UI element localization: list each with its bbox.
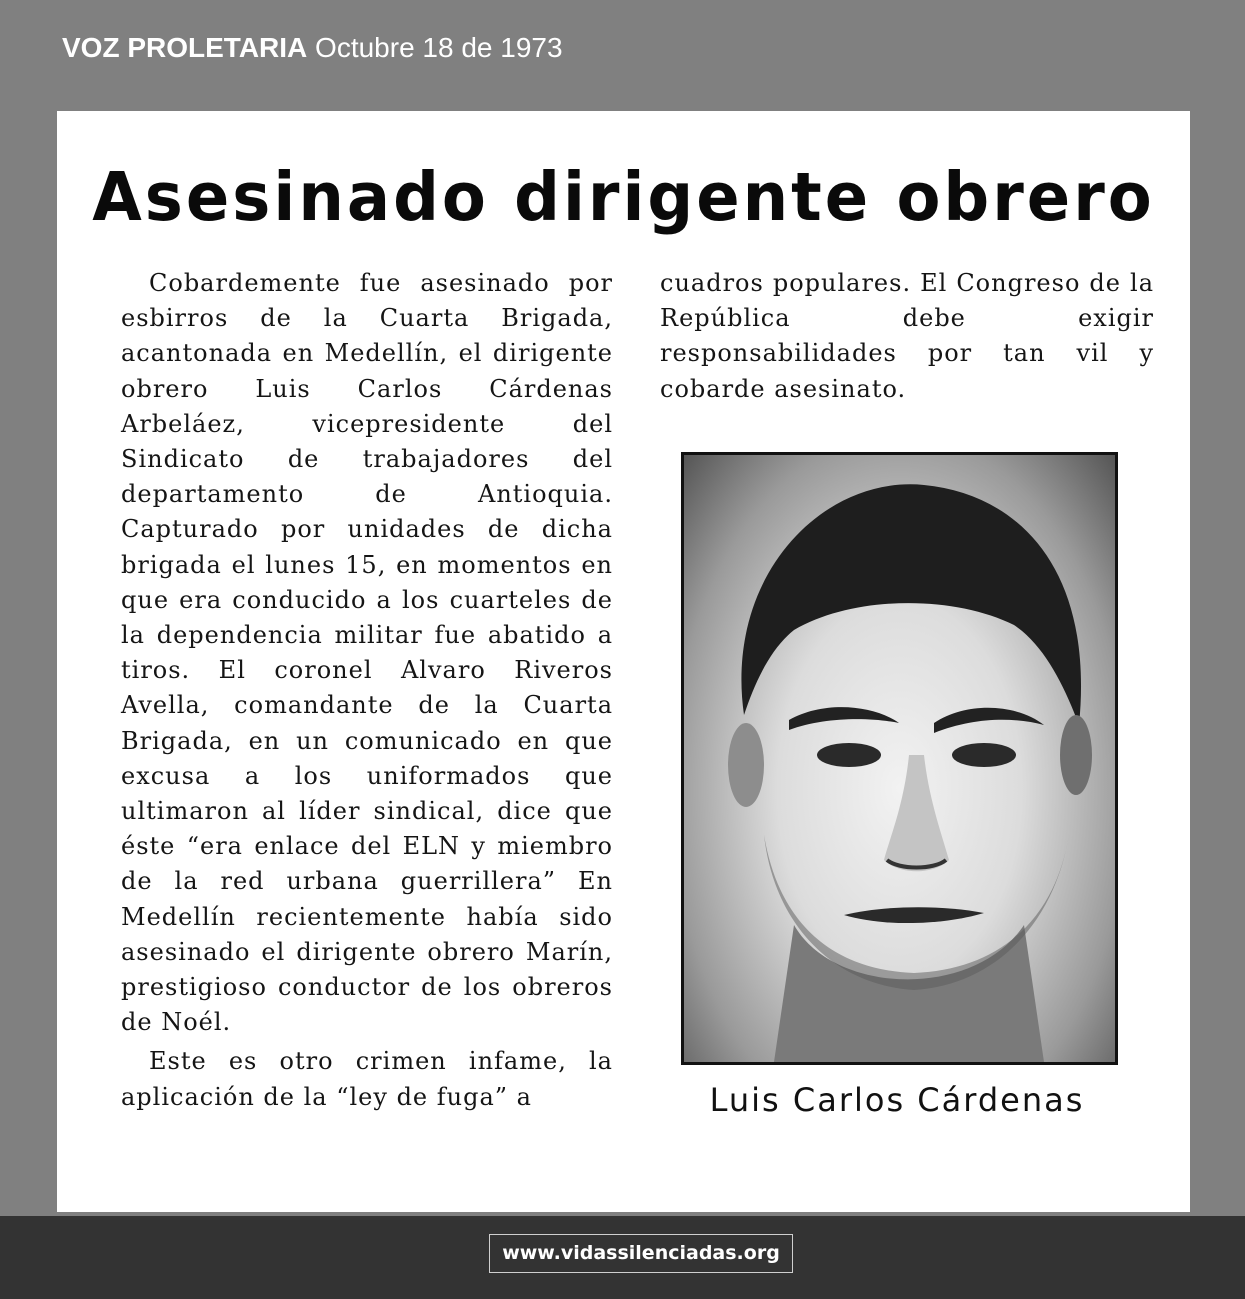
portrait-illustration	[684, 455, 1115, 1062]
article-paragraph: Cobardemente fue asesinado por esbirros de la Cuarta Brigada, acantonada en Medellín, el dirigente obrero Luis Carlos Cárdenas Arbeláez, vicepresidente del Sindicato de trabajadores del departamento de Antioquia. Capturado por unidades de dicha brigada el lunes 15, en momentos en que era conducido a los cuarteles de la dependencia militar fue abatido a tiros. El coronel Alvaro Riveros Avella, comandante de la Cuarta Brigada, en un comunicado en que excusa a los uniformados que ultimaron al líder sindical, dice que éste “era enlace del ELN y miembro de la red urbana guerrillera” En Medellín recientemente había sido asesinado el dirigente obrero Marín, prestigioso conductor de los obreros de Noél.	[121, 269, 613, 1037]
headline: Asesinado dirigente obrero	[92, 159, 1155, 237]
photo-caption: Luis Carlos Cárdenas	[709, 1081, 1085, 1119]
article-paragraph: cuadros populares. El Congreso de la República debe exigir responsabilidades por tan vil y cobarde asesinato.	[660, 269, 1154, 403]
portrait-photo	[681, 452, 1118, 1065]
newspaper-clipping	[57, 111, 1190, 1212]
website-link[interactable]: www.vidassilenciadas.org	[489, 1234, 793, 1273]
article-paragraph: Este es otro crimen infame, la aplicación de la “ley de fuga” a	[121, 1047, 613, 1111]
page-header	[62, 32, 563, 64]
publication-date: Octubre 18 de 1973	[315, 32, 563, 63]
article-column-left	[121, 266, 613, 1115]
article-column-right	[660, 266, 1154, 407]
publication-name: VOZ PROLETARIA	[62, 32, 308, 63]
